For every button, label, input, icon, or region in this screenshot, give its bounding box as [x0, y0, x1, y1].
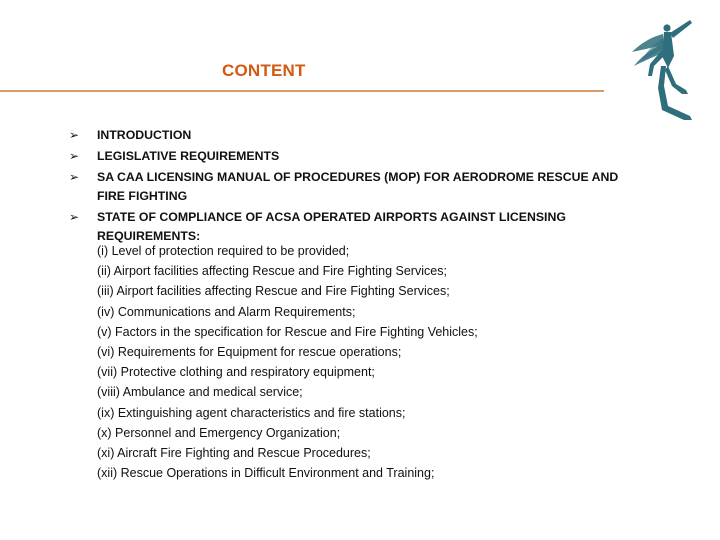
- bullet-text: SA CAA LICENSING MANUAL OF PROCEDURES (MOP) FOR AERODROME RESCUE AND FIRE FIGHTING: [97, 170, 619, 203]
- title-underline: [0, 90, 604, 92]
- bullet-text: INTRODUCTION: [97, 128, 192, 142]
- winged-figure-logo: [624, 6, 706, 124]
- sub-item: (xii) Rescue Operations in Difficult Environment and Training;: [97, 466, 435, 481]
- bullet-item: [69, 168, 629, 206]
- sub-item-list: [97, 241, 478, 483]
- arrow-bullet-icon: ➢: [69, 149, 80, 163]
- sub-item: (i) Level of protection required to be provided;: [97, 244, 350, 258]
- slide-title: CONTENT: [222, 61, 306, 80]
- main-bullet-list: [69, 126, 629, 248]
- sub-item: (vi) Requirements for Equipment for rescue operations;: [97, 345, 402, 360]
- sub-item: (ix) Extinguishing agent characteristics and fire stations;: [97, 405, 406, 420]
- arrow-bullet-icon: ➢: [69, 170, 80, 184]
- bullet-text: STATE OF COMPLIANCE OF ACSA OPERATED AIRPORTS AGAINST LICENSING REQUIREMENTS:: [97, 210, 566, 243]
- bullet-text: LEGISLATIVE REQUIREMENTS: [97, 149, 280, 163]
- sub-item: (iv) Communications and Alarm Requirements;: [97, 304, 356, 319]
- bullet-item: [69, 126, 629, 145]
- sub-item: (viii) Ambulance and medical service;: [97, 385, 303, 400]
- bullet-item: [69, 147, 629, 166]
- sub-item: (vii) Protective clothing and respiratory equipment;: [97, 365, 375, 380]
- sub-item: (x) Personnel and Emergency Organization;: [97, 425, 341, 440]
- arrow-bullet-icon: ➢: [69, 128, 80, 142]
- arrow-bullet-icon: ➢: [69, 210, 80, 224]
- sub-item: (v) Factors in the specification for Rescue and Fire Fighting Vehicles;: [97, 324, 478, 339]
- sub-item: (xi) Aircraft Fire Fighting and Rescue Procedures;: [97, 446, 371, 461]
- sub-item: (ii) Airport facilities affecting Rescue and Fire Fighting Services;: [97, 264, 447, 279]
- sub-item: (iii) Airport facilities affecting Rescue and Fire Fighting Services;: [97, 284, 450, 299]
